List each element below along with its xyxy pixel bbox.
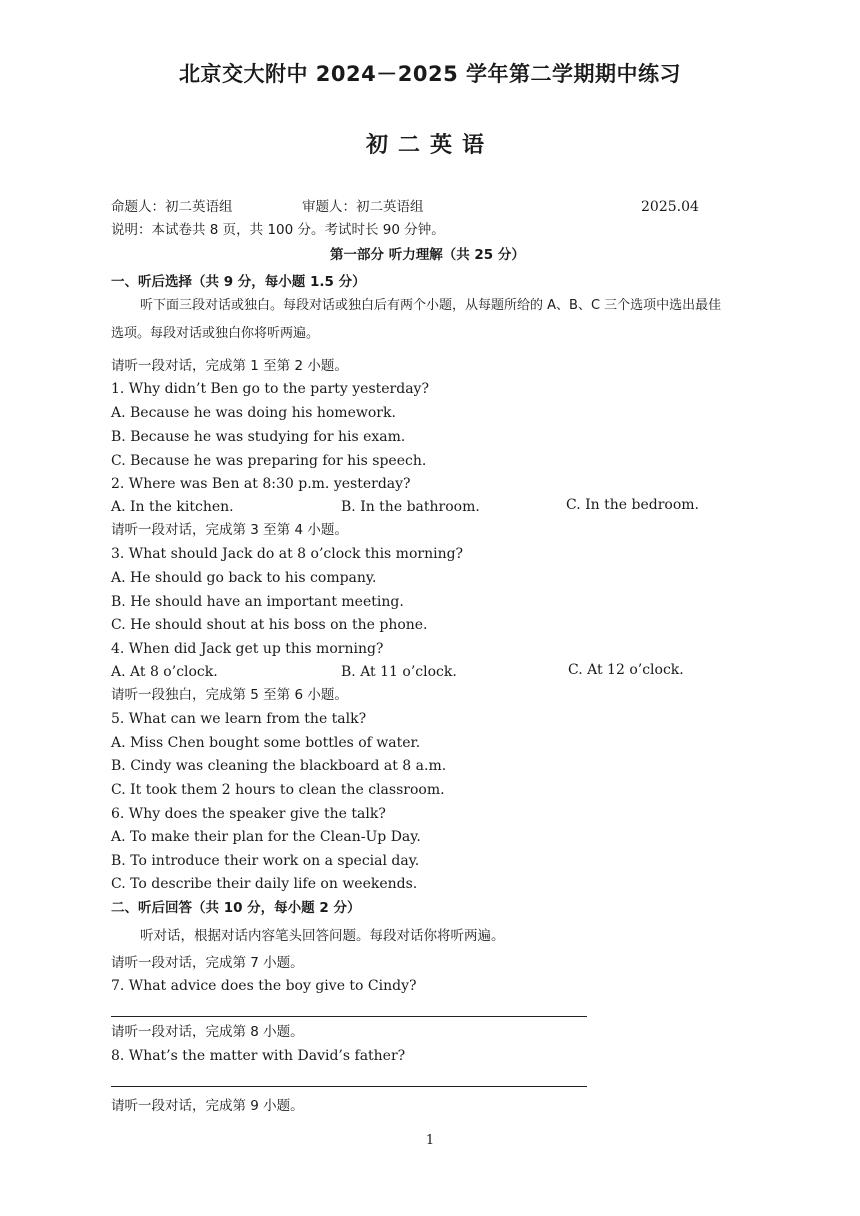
section1-instruction-line1: 听下面三段对话或独白。每段对话或独白后有两个小题，从每题所给的 A、B、C 三个选项中选出最佳 <box>140 298 722 313</box>
question-6-option-a: A. To make their plan for the Clean-Up Day. <box>111 829 421 845</box>
exam-date: 2025.04 <box>641 199 699 215</box>
question-5: 5. What can we learn from the talk? <box>111 711 367 727</box>
proposer-label: 命题人：初二英语组 <box>111 199 233 215</box>
question-5-option-c: C. It took them 2 hours to clean the classroom. <box>111 782 445 798</box>
question-1-option-c: C. Because he was preparing for his speech. <box>111 453 427 469</box>
question-2-option-a: A. In the kitchen. <box>111 499 234 515</box>
question-8-answer-line[interactable] <box>111 1086 587 1087</box>
question-4-option-b: B. At 11 o’clock. <box>341 664 457 680</box>
question-7-answer-line[interactable] <box>111 1016 587 1017</box>
question-3-option-c: C. He should shout at his boss on the phone. <box>111 617 428 633</box>
question-8: 8. What’s the matter with David’s father? <box>111 1048 406 1064</box>
question-4-option-a: A. At 8 o’clock. <box>111 664 218 680</box>
question-2-option-b: B. In the bathroom. <box>341 499 480 515</box>
question-6: 6. Why does the speaker give the talk? <box>111 806 386 822</box>
question-2-option-c: C. In the bedroom. <box>566 497 699 513</box>
question-7: 7. What advice does the boy give to Cindy? <box>111 978 417 994</box>
section1-instruction-line2: 选项。每段对话或独白你将听两遍。 <box>111 326 320 341</box>
section2-instruction: 听对话，根据对话内容笔头回答问题。每段对话你将听两遍。 <box>140 928 505 944</box>
exam-note: 说明：本试卷共 8 页，共 100 分。考试时长 90 分钟。 <box>111 222 445 238</box>
question-3-option-b: B. He should have an important meeting. <box>111 594 404 610</box>
question-5-option-b: B. Cindy was cleaning the blackboard at 8 a.m. <box>111 758 447 774</box>
page-number: 1 <box>425 1133 435 1148</box>
monologue-prompt: 请听一段独白，完成第 5 至第 6 小题。 <box>111 687 348 703</box>
dialog1-prompt: 请听一段对话，完成第 1 至第 2 小题。 <box>111 358 348 374</box>
exam-title: 北京交大附中 2024－2025 学年第二学期期中练习 <box>178 62 681 86</box>
question-6-option-c: C. To describe their daily life on weekends. <box>111 876 418 892</box>
question-3-option-a: A. He should go back to his company. <box>111 570 377 586</box>
question-1-option-a: A. Because he was doing his homework. <box>111 405 396 421</box>
q7-prompt: 请听一段对话，完成第 7 小题。 <box>111 955 304 971</box>
question-1-option-b: B. Because he was studying for his exam. <box>111 429 406 445</box>
question-6-option-b: B. To introduce their work on a special day. <box>111 853 420 869</box>
q8-prompt: 请听一段对话，完成第 8 小题。 <box>111 1024 304 1040</box>
question-4: 4. When did Jack get up this morning? <box>111 641 384 657</box>
question-2: 2. Where was Ben at 8:30 p.m. yesterday? <box>111 476 411 492</box>
section2-heading: 二、听后回答（共 10 分，每小题 2 分） <box>111 900 361 916</box>
question-5-option-a: A. Miss Chen bought some bottles of water. <box>111 735 421 751</box>
exam-subject: 初二英语 <box>365 133 494 158</box>
section1-heading: 一、听后选择（共 9 分，每小题 1.5 分） <box>111 274 366 290</box>
q9-prompt: 请听一段对话，完成第 9 小题。 <box>111 1098 304 1114</box>
part1-heading: 第一部分 听力理解（共 25 分） <box>330 247 525 263</box>
question-4-option-c: C. At 12 o’clock. <box>568 662 684 678</box>
reviewer-label: 审题人：初二英语组 <box>302 199 424 215</box>
dialog2-prompt: 请听一段对话，完成第 3 至第 4 小题。 <box>111 522 348 538</box>
question-3: 3. What should Jack do at 8 o’clock this morning? <box>111 546 464 562</box>
question-1: 1. Why didn’t Ben go to the party yesterday? <box>111 381 429 397</box>
